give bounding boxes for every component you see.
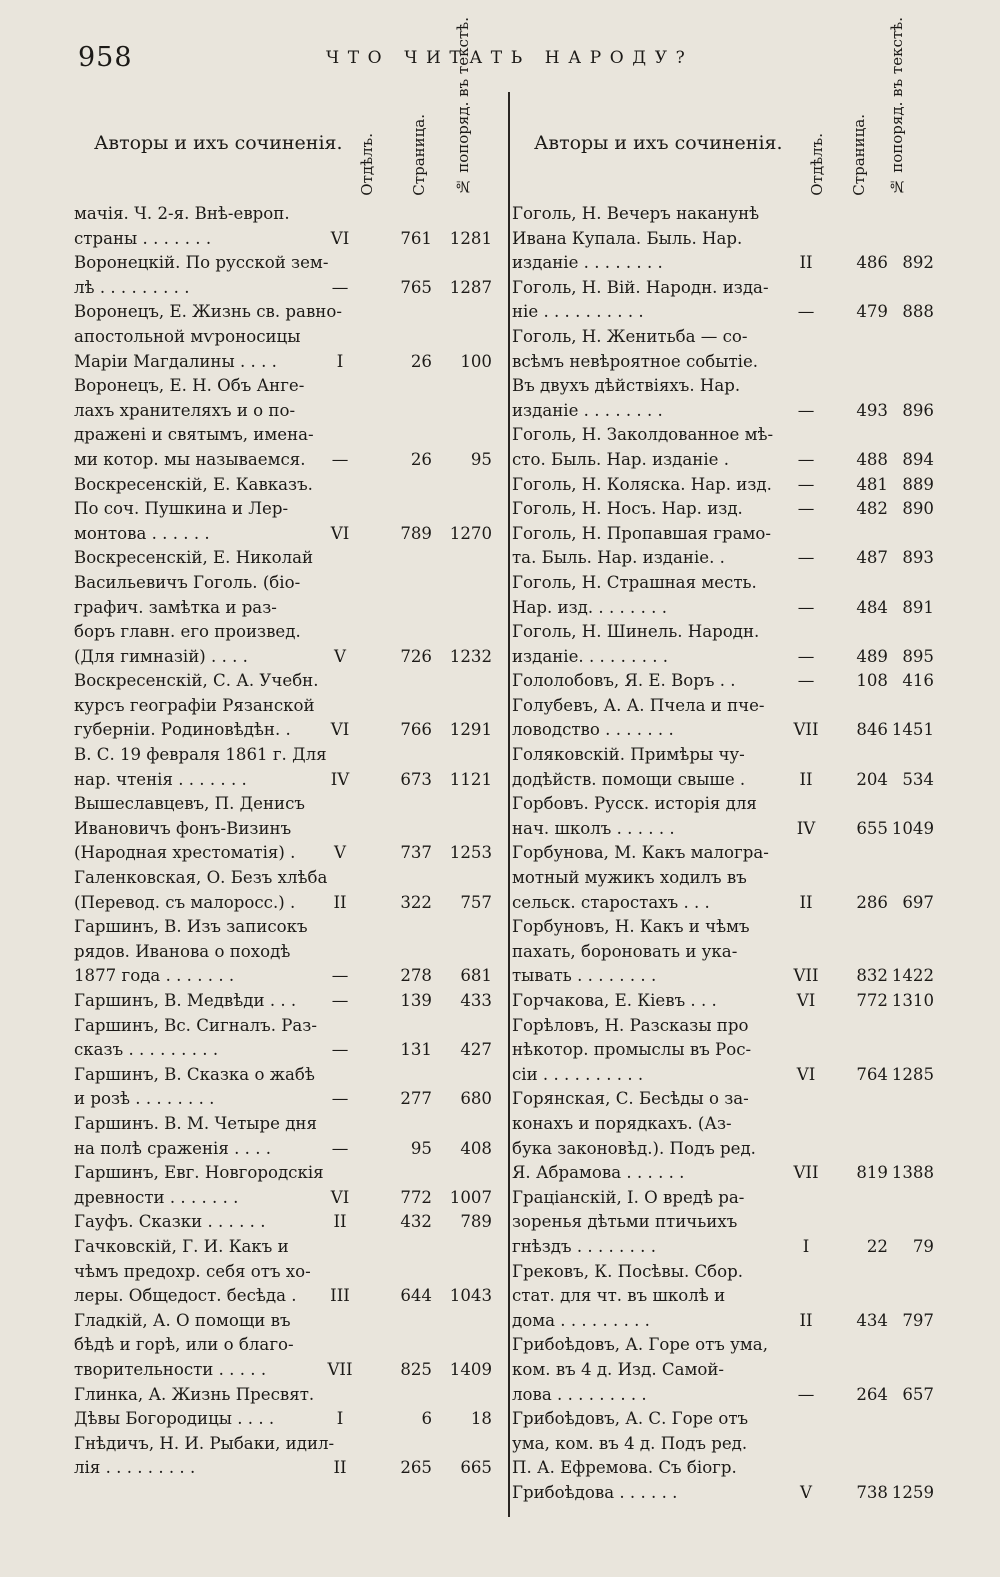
entry-section: VI: [330, 720, 350, 740]
entry-number: 1388: [891, 1163, 934, 1183]
entry-text-line: ніе . . . . . . . . . .: [512, 302, 644, 322]
entry-number: 888: [902, 302, 934, 322]
entry-section: —: [331, 277, 349, 297]
entry-text-line: сто. Быль. Нар. изданіе .: [512, 449, 730, 469]
entry-section: —: [797, 646, 815, 666]
entry-page: 765: [400, 277, 432, 297]
entry-page: 819: [856, 1163, 888, 1183]
entry-page: 772: [400, 1187, 432, 1207]
index-entry: [512, 669, 934, 694]
entry-text-line: та. Быль. Нар. изданіе. .: [512, 548, 725, 568]
entry-text-line: всѣмъ невѣроятное событіе.: [512, 351, 759, 371]
entry-text-line: апостольной мѵроносицы: [74, 326, 301, 346]
number-label: № попоряд. въ текстѣ.: [454, 17, 472, 196]
entry-page: 6: [421, 1409, 432, 1429]
entry-number: 889: [902, 474, 934, 494]
right-column: [512, 17, 934, 1505]
entry-text-line: (Народная хрестоматія) .: [74, 843, 296, 863]
section-label: Отдѣлъ.: [358, 133, 376, 196]
entry-text-line: ловодство . . . . . . .: [512, 720, 674, 740]
entry-section: —: [797, 449, 815, 469]
index-entry: [512, 1186, 934, 1260]
entry-page: 493: [856, 400, 888, 420]
entry-page: 277: [400, 1089, 432, 1109]
entry-number: 427: [460, 1040, 492, 1060]
entry-text-line: зоренья дѣтьми птичьихъ: [512, 1212, 738, 1232]
entry-text-line: Гаршинъ, В. Медвѣди . . .: [74, 991, 297, 1010]
entry-page: 737: [400, 843, 432, 863]
entry-text-line: ума, ком. въ 4 д. Подъ ред.: [512, 1433, 748, 1453]
entry-number: 680: [460, 1089, 492, 1109]
entry-number: 433: [460, 991, 492, 1010]
entry-text-line: мачія. Ч. 2-я. Внѣ-европ.: [74, 204, 290, 223]
entry-section: IV: [796, 818, 816, 838]
entry-section: VII: [327, 1359, 353, 1379]
entry-number: 1049: [891, 818, 934, 838]
index-entry: [74, 1383, 492, 1432]
entry-number: 1253: [449, 843, 492, 863]
entry-text-line: Гоголь, Н. Женитьба — со-: [512, 326, 748, 346]
entry-list: [512, 202, 934, 1505]
index-entry: [74, 1161, 492, 1210]
entry-text-line: Горбуновъ, Н. Какъ и чѣмъ: [512, 917, 750, 937]
entry-section: —: [797, 499, 815, 519]
entry-text-line: мотный мужикъ ходилъ въ: [512, 868, 747, 888]
entry-section: VI: [330, 228, 350, 248]
entry-section: —: [331, 1138, 349, 1158]
entry-section: —: [797, 302, 815, 322]
index-entry: [74, 915, 492, 989]
entry-text-line: творительности . . . . .: [74, 1359, 267, 1379]
entry-number: 1270: [449, 523, 492, 543]
entry-text-line: Гаршинъ. В. М. Четыре дня: [74, 1113, 317, 1133]
entry-text-line: курсъ географіи Рязанской: [74, 695, 315, 715]
entry-number: 697: [902, 892, 934, 912]
index-entry: [512, 694, 934, 743]
entry-text-line: Гоголь, Н. Шинель. Народн.: [512, 622, 760, 642]
index-entry: [74, 1235, 492, 1309]
entry-number: 892: [902, 253, 934, 273]
index-entry: [512, 202, 934, 276]
entry-section: VII: [793, 1163, 819, 1183]
entry-text-line: Галенковская, О. Безъ хлѣба: [74, 868, 328, 888]
entry-text-line: Горянская, С. Бесѣды о за-: [512, 1089, 749, 1109]
entry-page: 766: [400, 720, 432, 740]
index-entry: [512, 841, 934, 915]
index-entry: [512, 1014, 934, 1088]
entry-page: 644: [400, 1286, 432, 1306]
entry-text-line: изданіе. . . . . . . . .: [512, 646, 669, 666]
entry-page: 131: [400, 1040, 432, 1060]
entry-text-line: Въ двухъ дѣйствіяхъ. Нар.: [512, 376, 741, 396]
entry-section: VI: [330, 1187, 350, 1207]
entry-text-line: и розѣ . . . . . . . .: [74, 1089, 215, 1109]
entry-text-line: Гоголь, Н. Вечеръ наканунѣ: [512, 204, 760, 223]
entry-page: 761: [400, 228, 432, 248]
index-entry: [512, 276, 934, 325]
entry-text-line: Гачковскій, Г. И. Какъ и: [74, 1236, 289, 1256]
entry-number: 894: [902, 449, 934, 469]
entry-text-line: боръ главн. его произвед.: [74, 622, 301, 642]
entry-section: —: [797, 671, 815, 691]
entry-text-line: Ивана Купала. Быль. Нар.: [512, 228, 743, 248]
index-entry: [74, 374, 492, 472]
index-entry: [74, 1309, 492, 1383]
entry-section: IV: [330, 769, 350, 789]
entry-text-line: Гоголь, Н. Заколдованное мѣ-: [512, 425, 774, 445]
index-entry: [74, 669, 492, 743]
entry-section: —: [797, 474, 815, 494]
entry-text-line: Голяковскій. Примѣры чу-: [512, 745, 745, 765]
entry-text-line: графич. замѣтка и раз-: [74, 597, 277, 617]
entry-section: II: [799, 253, 813, 273]
entry-text-line: Воронецъ, Е. Н. Объ Анге-: [74, 376, 305, 396]
entry-section: III: [330, 1286, 350, 1306]
entry-section: II: [333, 892, 347, 912]
entry-text-line: Дѣвы Богородицы . . . .: [74, 1409, 275, 1429]
entry-text-line: (Для гимназій) . . . .: [74, 646, 248, 666]
entry-section: VI: [796, 1064, 816, 1084]
section-label: Отдѣлъ.: [808, 133, 826, 196]
entry-text-line: додѣйств. помощи свыше .: [512, 769, 746, 789]
entry-section: —: [797, 1384, 815, 1404]
entry-text-line: тывать . . . . . . . .: [512, 966, 657, 986]
entry-text-line: Гаршинъ, В. Сказка о жабѣ: [74, 1064, 315, 1084]
entry-page: 846: [856, 720, 888, 740]
entry-number: 890: [902, 499, 934, 519]
index-entry: [512, 1333, 934, 1407]
entry-text-line: нар. чтенія . . . . . . .: [74, 769, 247, 789]
index-entry: [512, 325, 934, 423]
column-header: [512, 17, 934, 202]
index-entry: [512, 423, 934, 472]
entry-section: II: [333, 1458, 347, 1478]
entry-text-line: Гладкій, А. О помощи въ: [74, 1310, 291, 1330]
entry-number: 1043: [449, 1286, 492, 1306]
entry-text-line: пахать, бороновать и ука-: [512, 941, 738, 961]
entry-number: 408: [460, 1138, 492, 1158]
index-entry: [512, 792, 934, 841]
entry-number: 896: [902, 400, 934, 420]
running-title: ЧТО ЧИТАТЬ НАРОДУ?: [326, 48, 694, 68]
entry-text-line: Грековъ, К. Посѣвы. Сбор.: [512, 1261, 744, 1281]
number-label: № попоряд. въ текстѣ.: [888, 17, 906, 196]
entry-text-line: Горѣловъ, Н. Разсказы про: [512, 1015, 749, 1035]
entry-text-line: рядов. Иванова о походѣ: [74, 941, 291, 961]
entry-section: VI: [330, 523, 350, 543]
entry-number: 797: [902, 1310, 934, 1330]
entry-page: 764: [856, 1064, 888, 1084]
entry-section: I: [802, 1236, 810, 1256]
index-entry: [512, 497, 934, 522]
entry-number: 95: [470, 449, 492, 469]
index-entry: [512, 743, 934, 792]
entry-text-line: лія . . . . . . . . .: [74, 1458, 196, 1478]
entry-section: II: [333, 1212, 347, 1232]
entry-page: 726: [400, 646, 432, 666]
entry-text-line: чѣмъ предохр. себя отъ хо-: [74, 1261, 311, 1281]
entry-text-line: Воскресенскій, С. А. Учебн.: [74, 671, 319, 691]
index-entry: [512, 1260, 934, 1334]
index-entry: [74, 300, 492, 374]
entry-text-line: Гоголь, Н. Коляска. Нар. изд.: [512, 474, 772, 494]
entry-text-line: Гаршинъ, В. Изъ записокъ: [74, 917, 308, 937]
entry-number: 1281: [449, 228, 492, 248]
index-entry: [512, 473, 934, 498]
entry-section: —: [331, 966, 349, 986]
entry-text-line: Гоголь, Н. Носъ. Нар. изд.: [512, 499, 743, 519]
entry-text-line: Васильевичъ Гоголь. (біо-: [74, 572, 301, 592]
entry-text-line: Горбунова, М. Какъ малогра-: [512, 843, 769, 863]
entry-text-line: Гоголь, Н. Пропавшая грамо-: [512, 523, 771, 543]
entry-text-line: По соч. Пушкина и Лер-: [74, 499, 289, 519]
entry-text-line: изданіе . . . . . . . .: [512, 400, 663, 420]
entry-number: 1409: [449, 1359, 492, 1379]
entry-section: I: [336, 1409, 344, 1429]
entry-number: 1121: [449, 769, 492, 789]
entry-section: —: [797, 400, 815, 420]
entry-page: 278: [400, 966, 432, 986]
entry-page: 486: [856, 253, 888, 273]
entry-section: VII: [793, 720, 819, 740]
page-number: 958: [78, 42, 133, 73]
entry-section: II: [799, 769, 813, 789]
entry-text-line: на полѣ сраженія . . . .: [74, 1138, 272, 1158]
index-entry: [74, 1210, 492, 1235]
entry-number: 18: [470, 1409, 492, 1429]
entry-text-line: лахъ хранителяхъ и о по-: [74, 400, 296, 420]
entry-page: 825: [400, 1359, 432, 1379]
entry-text-line: П. А. Ефремова. Съ біогр.: [512, 1458, 737, 1478]
entry-number: 79: [912, 1236, 934, 1256]
entry-text-line: Гауфъ. Сказки . . . . . .: [74, 1212, 266, 1232]
entry-number: 657: [902, 1384, 934, 1404]
entry-list: [74, 202, 492, 1481]
entry-text-line: Грибоѣдова . . . . . .: [512, 1482, 678, 1502]
entry-text-line: Глинка, А. Жизнь Пресвят.: [74, 1384, 315, 1404]
entry-page: 434: [856, 1310, 888, 1330]
entry-page: 479: [856, 302, 888, 322]
index-entry: [74, 546, 492, 669]
entry-text-line: древности . . . . . . .: [74, 1187, 239, 1207]
entry-number: 1285: [891, 1064, 934, 1084]
entry-number: 681: [460, 966, 492, 986]
entry-text-line: Горчакова, Е. Кіевъ . . .: [512, 991, 717, 1010]
entry-number: 665: [460, 1458, 492, 1478]
index-entry: [512, 620, 934, 669]
entry-section: II: [799, 1310, 813, 1330]
entry-page: 139: [400, 991, 432, 1010]
entry-text-line: Воронецкій. По русской зем-: [74, 253, 329, 273]
entry-text-line: стат. для чт. въ школѣ и: [512, 1286, 726, 1306]
entry-section: V: [334, 843, 346, 863]
entry-text-line: гнѣздъ . . . . . . . .: [512, 1236, 656, 1256]
index-entry: [74, 989, 492, 1014]
index-entry: [74, 1063, 492, 1112]
entry-number: 1287: [449, 277, 492, 297]
entry-page: 322: [400, 892, 432, 912]
entry-text-line: бѣдѣ и горѣ, или о благо-: [74, 1335, 294, 1355]
entry-section: VII: [793, 966, 819, 986]
page-label: Страница.: [850, 114, 868, 196]
entry-page: 95: [410, 1138, 432, 1158]
entry-text-line: Гоголь, Н. Страшная месть.: [512, 572, 757, 592]
entry-page: 481: [856, 474, 888, 494]
index-entry: [74, 743, 492, 792]
index-entry: [512, 1087, 934, 1185]
entry-text-line: Нар. изд. . . . . . . .: [512, 597, 667, 617]
entry-page: 432: [400, 1212, 432, 1232]
entry-page: 108: [856, 671, 888, 691]
entry-text-line: Граціанскій, І. О вредѣ ра-: [512, 1187, 745, 1207]
entry-text-line: Гоголь, Н. Вій. Народн. изда-: [512, 277, 769, 297]
page-label: Страница.: [410, 114, 428, 196]
entry-page: 738: [856, 1482, 888, 1502]
entry-text-line: Гаршинъ, Евг. Новгородскія: [74, 1163, 324, 1183]
column-title: Авторы и ихъ сочиненія.: [94, 132, 343, 154]
entry-text-line: бука законовѣд.). Подъ ред.: [512, 1138, 756, 1158]
entry-text-line: лѣ . . . . . . . . .: [74, 277, 190, 297]
entry-number: 757: [460, 892, 492, 912]
entry-number: 416: [902, 671, 934, 691]
entry-number: 893: [902, 548, 934, 568]
entry-text-line: нач. школъ . . . . . .: [512, 818, 675, 838]
entry-page: 488: [856, 449, 888, 469]
column-title: Авторы и ихъ сочиненія.: [534, 132, 783, 154]
entry-text-line: ми котор. мы называемся.: [74, 449, 306, 469]
entry-text-line: дома . . . . . . . . .: [512, 1310, 650, 1330]
entry-number: 1007: [449, 1187, 492, 1207]
entry-page: 789: [400, 523, 432, 543]
entry-page: 26: [410, 351, 432, 371]
entry-section: —: [331, 1040, 349, 1060]
column-divider: [508, 92, 510, 1517]
entry-section: II: [799, 892, 813, 912]
entry-text-line: Гололобовъ, Я. Е. Воръ . .: [512, 671, 736, 691]
entry-number: 895: [902, 646, 934, 666]
entry-text-line: Я. Абрамова . . . . . .: [512, 1163, 685, 1183]
entry-text-line: Маріи Магдалины . . . .: [74, 351, 277, 371]
entry-number: 100: [460, 351, 492, 371]
entry-text-line: нѣкотор. промыслы въ Рос-: [512, 1040, 752, 1060]
index-entry: [74, 251, 492, 300]
entry-page: 264: [856, 1384, 888, 1404]
entry-text-line: 1877 года . . . . . . .: [74, 966, 235, 986]
entry-text-line: ком. въ 4 д. Изд. Самой-: [512, 1359, 725, 1379]
index-entry: [512, 1407, 934, 1505]
entry-page: 286: [856, 892, 888, 912]
entry-text-line: изданіе . . . . . . . .: [512, 253, 663, 273]
entry-section: —: [331, 449, 349, 469]
entry-section: —: [797, 548, 815, 568]
index-entry: [512, 915, 934, 989]
entry-number: 891: [902, 597, 934, 617]
entry-text-line: губерніи. Родиновѣдѣн. .: [74, 720, 291, 740]
entry-section: I: [336, 351, 344, 371]
index-entry: [74, 473, 492, 547]
entry-text-line: конахъ и порядкахъ. (Аз-: [512, 1113, 732, 1133]
index-entry: [512, 989, 934, 1014]
entry-text-line: Грибоѣдовъ, А. С. Горе отъ: [512, 1409, 749, 1429]
entry-text-line: сельск. старостахъ . . .: [512, 892, 710, 912]
entry-page: 832: [856, 966, 888, 986]
index-entry: [512, 522, 934, 571]
entry-text-line: монтова . . . . . .: [74, 523, 210, 543]
entry-page: 673: [400, 769, 432, 789]
index-entry: [74, 202, 492, 251]
index-entry: [74, 1112, 492, 1161]
entry-text-line: (Перевод. съ малоросс.) .: [74, 892, 296, 912]
entry-text-line: Гнѣдичъ, Н. И. Рыбаки, идил-: [74, 1433, 335, 1453]
entry-text-line: дражені и святымъ, имена-: [74, 425, 314, 445]
entry-section: V: [334, 646, 346, 666]
entry-text-line: Вышеславцевъ, П. Денисъ: [74, 794, 305, 814]
entry-page: 772: [856, 991, 888, 1010]
entry-section: —: [331, 991, 349, 1010]
entry-text-line: сказъ . . . . . . . . .: [74, 1040, 219, 1060]
entry-text-line: сіи . . . . . . . . . .: [512, 1064, 644, 1084]
index-entry: [74, 1432, 492, 1481]
entry-text-line: Ивановичъ фонъ-Визинъ: [74, 818, 292, 838]
entry-number: 1232: [449, 646, 492, 666]
entry-section: —: [331, 1089, 349, 1109]
entry-page: 22: [866, 1236, 888, 1256]
entry-text-line: Воскресенскій, Е. Кавказъ.: [74, 474, 313, 494]
index-entry: [74, 866, 492, 915]
entry-page: 204: [856, 769, 888, 789]
entry-page: 482: [856, 499, 888, 519]
entry-section: —: [797, 597, 815, 617]
entry-page: 265: [400, 1458, 432, 1478]
entry-number: 1422: [891, 966, 934, 986]
entry-page: 484: [856, 597, 888, 617]
entry-text-line: страны . . . . . . .: [74, 228, 212, 248]
entry-text-line: Горбовъ. Русск. исторія для: [512, 794, 757, 814]
entry-text-line: леры. Общедост. бесѣда .: [74, 1286, 297, 1306]
entry-text-line: Голубевъ, А. А. Пчела и пче-: [512, 695, 765, 715]
entry-text-line: лова . . . . . . . . .: [512, 1384, 647, 1404]
entry-page: 489: [856, 646, 888, 666]
index-entry: [512, 571, 934, 620]
entry-page: 26: [410, 449, 432, 469]
entry-page: 655: [856, 818, 888, 838]
index-entry: [74, 792, 492, 866]
entry-text-line: Гаршинъ, Вс. Сигналъ. Раз-: [74, 1015, 317, 1035]
entry-page: 487: [856, 548, 888, 568]
entry-number: 1451: [891, 720, 934, 740]
entry-section: VI: [796, 991, 816, 1010]
entry-number: 789: [460, 1212, 492, 1232]
entry-number: 1291: [449, 720, 492, 740]
entry-text-line: В. С. 19 февраля 1861 г. Для: [74, 745, 327, 765]
entry-section: V: [800, 1482, 812, 1502]
entry-text-line: Воронецъ, Е. Жизнь св. равно-: [74, 302, 342, 322]
entry-number: 534: [902, 769, 934, 789]
entry-number: 1259: [891, 1482, 934, 1502]
entry-number: 1310: [891, 991, 934, 1010]
entry-text-line: Грибоѣдовъ, А. Горе отъ ума,: [512, 1335, 768, 1355]
index-entry: [74, 1014, 492, 1063]
entry-text-line: Воскресенскій, Е. Николай: [74, 548, 314, 568]
